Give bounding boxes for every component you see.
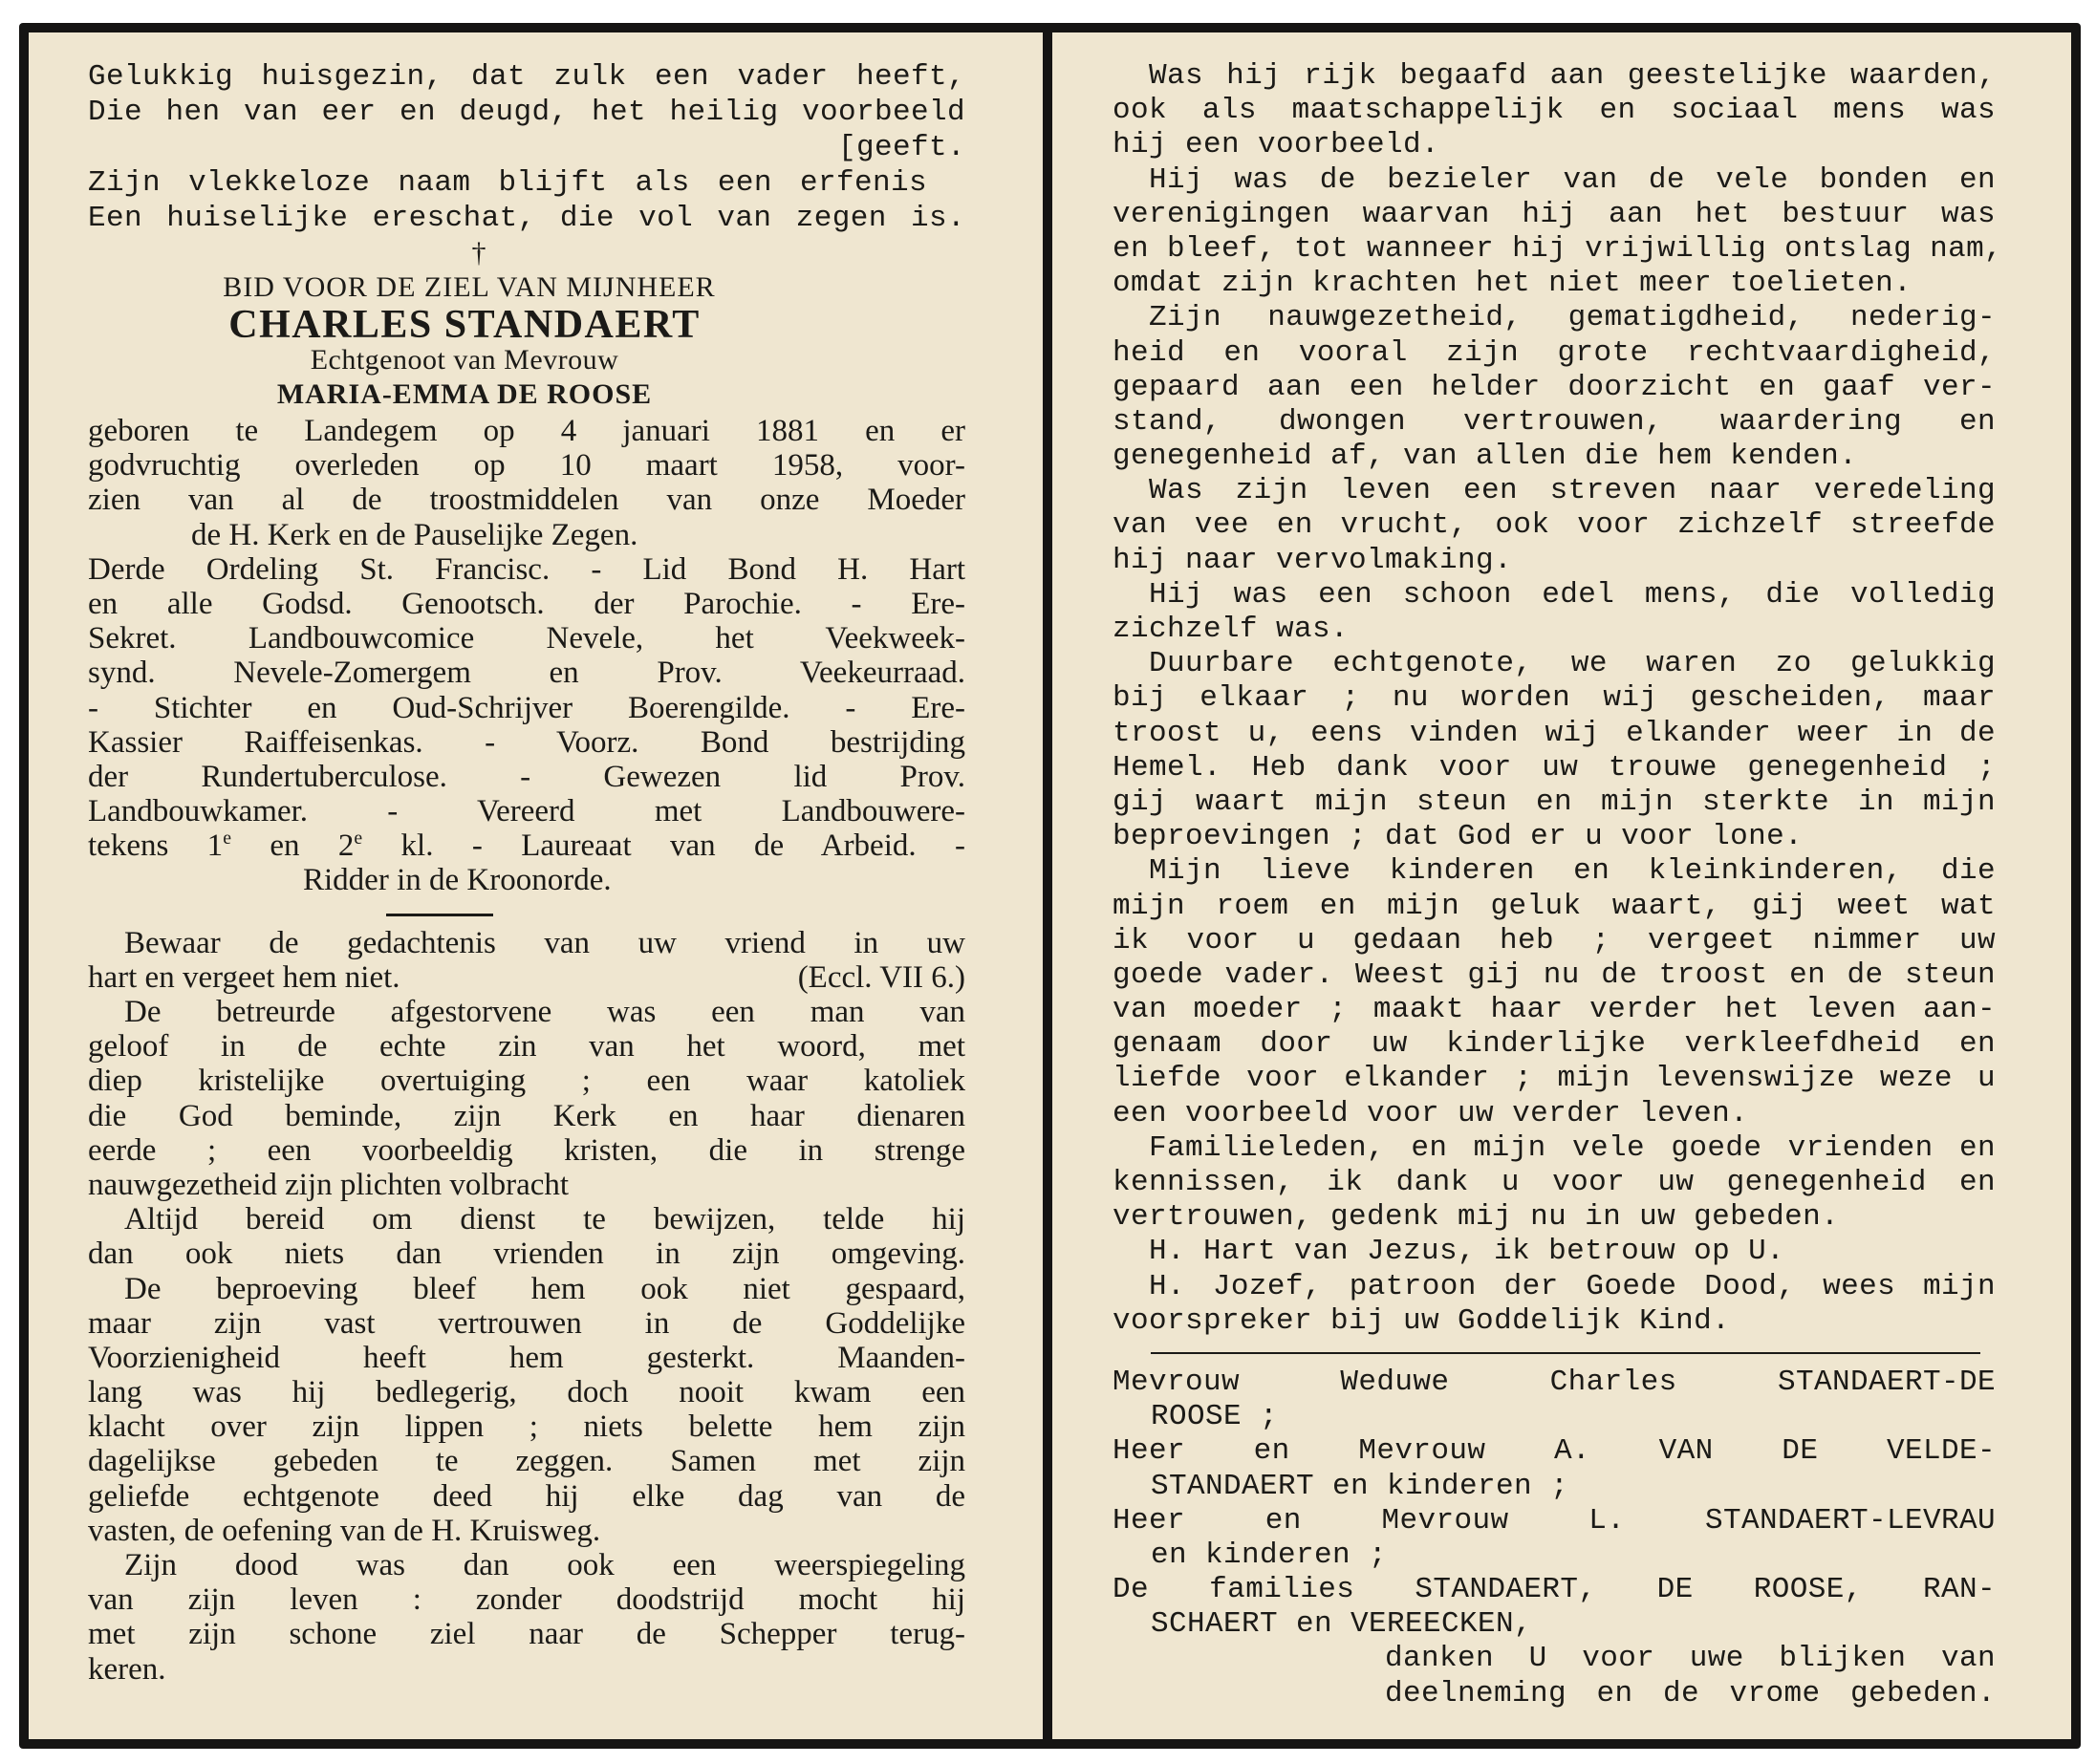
body-line: gij waart mijn steun en mijn sterkte in mijn <box>1113 785 1996 819</box>
spouse-name: MARIA-EMMA DE ROOSE <box>276 378 653 410</box>
bio-line: Ridder in de Kroonorde. <box>303 863 612 898</box>
body-line: klacht over zijn lippen ; niets belette hem zijn <box>88 1409 965 1445</box>
divider-rule <box>1151 1352 1980 1354</box>
body-line: van zijn leven : zonder doodstrijd mocht hij <box>88 1582 965 1618</box>
body-line: genaam door uw kinderlijke verkleefdheid en <box>1113 1027 1996 1062</box>
body-line: een voorbeeld voor uw verder leven. <box>1113 1096 1749 1130</box>
body-line: Hemel. Heb dank voor uw trouwe genegenheid ; <box>1113 750 1996 785</box>
family-acknowledgement <box>1113 1366 1996 1711</box>
bio-line-tekens <box>88 828 965 863</box>
body-line: goede vader. Weest gij nu de troost en de steun <box>1113 957 1996 992</box>
poem-line: Zijn vlekkeloze naam blijft als een erfenis <box>88 166 927 200</box>
quote-block <box>88 926 965 995</box>
bio-line: Landbouwkamer. - Vereerd met Landbouwere- <box>88 794 965 829</box>
body-line: van moeder ; maakt haar verder het leven aan- <box>1113 993 1996 1027</box>
body-line: van vee en vrucht, ook voor zichzelf streefde <box>1113 508 1996 543</box>
body-line: bij elkaar ; nu worden wij gescheiden, maar <box>1113 681 1996 716</box>
body-line: gepaard aan een helder doorzicht en gaaf ver- <box>1113 370 1996 404</box>
body-line: De beproeving bleef hem ook niet gespaard, <box>124 1271 965 1306</box>
body-line: keren. <box>88 1651 166 1687</box>
body-line: vertrouwen, gedenk mij nu in uw gebeden. <box>1113 1200 1840 1235</box>
body-line: voorspreker bij uw Goddelijk Kind. <box>1113 1303 1731 1338</box>
bio-line: en alle Godsd. Genootsch. der Parochie. - Ere- <box>88 586 965 621</box>
bio-line: godvruchtig overleden op 10 maart 1958, voor- <box>88 448 965 484</box>
bio-text: kl. - Laureaat van de Arbeid. - <box>362 828 965 864</box>
deceased-name: CHARLES STANDAERT <box>228 303 701 347</box>
body-line: Was zijn leven een streven naar veredeling <box>1149 474 1996 508</box>
family-line: STANDAERT en kinderen ; <box>1151 1469 1569 1503</box>
family-line: De families STANDAERT, DE ROOSE, RAN- <box>1113 1573 1996 1607</box>
family-line: Mevrouw Weduwe Charles STANDAERT-DE <box>1113 1365 1996 1399</box>
body-line: liefde voor elkander ; mijn levenswijze weze u <box>1113 1062 1996 1096</box>
quote-reference: (Eccl. VII 6.) <box>797 959 965 995</box>
body-line: ook als maatschappelijk en sociaal mens was <box>1113 94 1996 128</box>
body-line: dan ook niets dan vrienden in zijn omgeving. <box>88 1237 965 1272</box>
tribute-text-right <box>1113 59 2003 1339</box>
body-line: met zijn schone ziel naar de Schepper terug- <box>88 1617 965 1652</box>
body-line: genegenheid af, van allen die hem kenden. <box>1113 440 1858 474</box>
right-panel <box>1052 32 2071 1739</box>
quote-text: hart en vergeet hem niet. <box>88 959 400 995</box>
bio-line: der Rundertuberculose. - Gewezen lid Prov. <box>88 759 965 794</box>
bio-line: Kassier Raiffeisenkas. - Voorz. Bond bestrijding <box>88 724 965 760</box>
memorial-card <box>19 23 2081 1749</box>
body-line: lang was hij bedlegerig, doch nooit kwam een <box>88 1375 965 1410</box>
bio-line: synd. Nevele-Zomergem en Prov. Veekeurraad. <box>88 656 965 691</box>
body-line: Zijn nauwgezetheid, gematigdheid, nederig- <box>1149 301 1996 335</box>
body-line: troost u, eens vinden wij elkander weer in de <box>1113 716 1996 750</box>
body-line: vasten, de oefening van de H. Kruisweg. <box>88 1513 601 1548</box>
bio-line: zien van al de troostmiddelen van onze Moeder <box>88 483 965 518</box>
bio-line: de H. Kerk en de Pauselijke Zegen. <box>191 517 638 552</box>
body-line: diep kristelijke overtuiging ; een waar katoliek <box>88 1064 965 1099</box>
body-line: geliefde echtgenote deed hij elke dag van de <box>88 1478 965 1514</box>
body-line: en bleef, tot wanneer hij vrijwillig ontslag nam, <box>1113 231 2003 266</box>
body-line: Hij was een schoon edel mens, die volledig <box>1149 577 1996 612</box>
family-line: Heer en Mevrouw L. STANDAERT-LEVRAU <box>1113 1503 1996 1538</box>
body-line: hij naar vervolmaking. <box>1113 543 1513 577</box>
divider-rule <box>386 914 493 916</box>
body-line: Voorzienigheid heeft hem gesterkt. Maanden- <box>88 1340 965 1375</box>
prayer-heading: BID VOOR DE ZIEL VAN MIJNHEER <box>223 271 716 303</box>
body-line: H. Hart van Jezus, ik betrouw op U. <box>1149 1235 1785 1269</box>
body-line: Zijn dood was dan ook een weerspiegeling <box>124 1548 965 1582</box>
family-line: Heer en Mevrouw A. VAN DE VELDE- <box>1113 1434 1996 1469</box>
ordinal-sup: e <box>354 828 363 850</box>
body-line: eerde ; een voorbeeldig kristen, die in strenge <box>88 1132 965 1168</box>
bio-line: Derde Ordeling St. Francisc. - Lid Bond H. Hart <box>88 551 965 587</box>
body-line: Was hij rijk begaafd aan geestelijke waarden, <box>1149 59 1996 93</box>
left-panel <box>29 32 1043 1739</box>
body-line: mijn roem en mijn geluk waart, gij weet wat <box>1113 889 1996 923</box>
poem-line: Een huiselijke ereschat, die vol van zegen is. <box>88 202 965 235</box>
body-line: heid en vooral zijn grote rechtvaardigheid, <box>1113 335 1996 370</box>
body-line: dagelijkse gebeden te zeggen. Samen met zijn <box>88 1444 965 1479</box>
bio-text: tekens 1 <box>88 828 224 864</box>
left-column <box>88 59 965 1687</box>
body-line: De betreurde afgestorvene was een man van <box>124 995 965 1029</box>
card-fold <box>1043 23 1052 1749</box>
body-line: verenigingen waarvan hij aan het bestuur was <box>1113 197 1996 231</box>
body-line: nauwgezetheid zijn plichten volbracht <box>88 1167 570 1202</box>
body-line: H. Jozef, patroon der Goede Dood, wees mijn <box>1149 1269 1996 1303</box>
body-line: Familieleden, en mijn vele goede vrienden en <box>1149 1130 1996 1165</box>
spouse-label: Echtgenoot van Mevrouw <box>310 344 619 376</box>
body-line: die God beminde, zijn Kerk en haar dienaren <box>88 1098 965 1133</box>
biography <box>88 414 965 898</box>
family-line: deelneming en de vrome gebeden. <box>1385 1676 1996 1710</box>
body-line: ik voor u gedaan heb ; vergeet nimmer uw <box>1113 923 1996 957</box>
family-line: en kinderen ; <box>1151 1538 1388 1572</box>
right-column <box>1113 59 2003 1711</box>
body-line: Duurbare echtgenote, we waren zo gelukkig <box>1149 647 1996 681</box>
bio-line: Sekret. Landbouwcomice Nevele, het Veekweek- <box>88 621 965 656</box>
body-line: stand, dwongen vertrouwen, waardering en <box>1113 404 1996 439</box>
body-line: kennissen, ik dank u voor uw genegenheid en <box>1113 1166 1996 1199</box>
cross-symbol: † <box>471 237 486 269</box>
bio-line: geboren te Landegem op 4 januari 1881 en er <box>88 414 965 448</box>
body-line: Mijn lieve kinderen en kleinkinderen, die <box>1149 854 1996 889</box>
bio-line: - Stichter en Oud-Schrijver Boerengilde. - Ere- <box>88 690 965 725</box>
body-line: beproevingen ; dat God er u voor lone. <box>1113 820 1804 854</box>
opening-poem <box>88 59 965 236</box>
tribute-text-left <box>88 995 965 1687</box>
body-line: Hij was de bezieler van de vele bonden en <box>1149 162 1996 197</box>
body-line: hij een voorbeeld. <box>1113 128 1440 162</box>
body-line: Altijd bereid om dienst te bewijzen, telde hij <box>124 1202 965 1237</box>
poem-line: [geeft. <box>837 131 965 164</box>
bio-text: en 2 <box>230 828 355 864</box>
poem-line: Gelukkig huisgezin, dat zulk een vader heeft, <box>88 60 965 94</box>
ordinal-sup: e <box>223 828 231 850</box>
family-line: danken U voor uwe blijken van <box>1385 1642 1996 1676</box>
quote-line: Bewaar de gedachtenis van uw vriend in uw <box>124 925 965 960</box>
quote-line <box>88 960 965 995</box>
poem-line: Die hen van eer en deugd, het heilig voorbeeld <box>88 96 965 129</box>
body-line: geloof in de echte zin van het woord, met <box>88 1029 965 1065</box>
body-line: omdat zijn krachten het niet meer toelieten. <box>1113 267 1912 301</box>
family-line: SCHAERT en VEREECKEN, <box>1151 1607 1533 1642</box>
body-line: maar zijn vast vertrouwen in de Goddelijke <box>88 1305 965 1341</box>
family-line: ROOSE ; <box>1151 1400 1279 1434</box>
body-line: zichzelf was. <box>1113 613 1350 646</box>
